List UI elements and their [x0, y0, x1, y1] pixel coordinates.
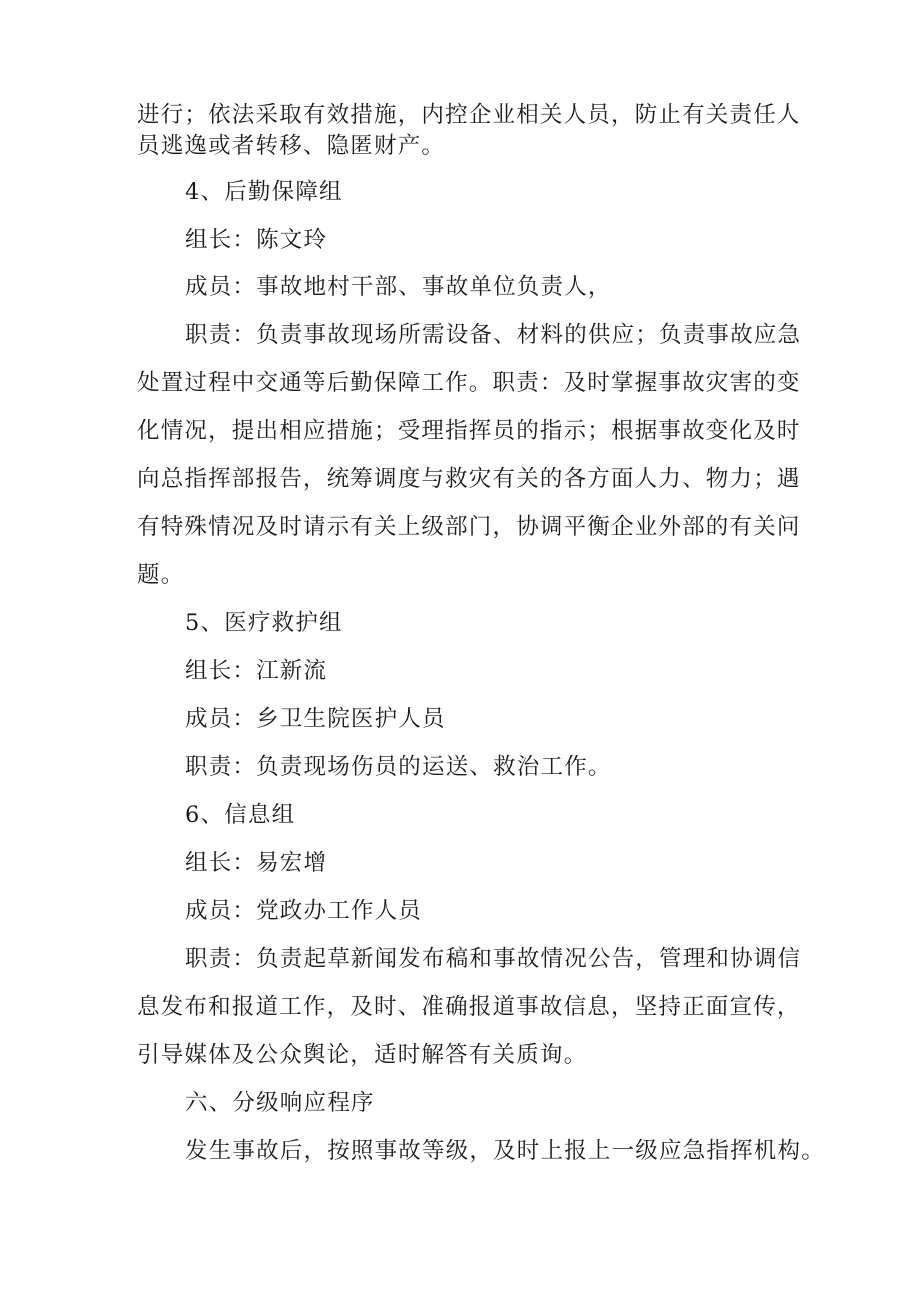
- paragraph-line: 向总指挥部报告，统筹调度与救灾有关的各方面人力、物力；遇: [137, 466, 801, 492]
- group-leader-line: 组长：江新流: [185, 658, 328, 684]
- section-heading-information: 6、信息组: [185, 802, 296, 828]
- paragraph-line: 题。: [137, 562, 185, 588]
- paragraph-line: 进行；依法采取有效措施，内控企业相关人员，防止有关责任人: [137, 102, 801, 128]
- paragraph-line: 息发布和报道工作，及时、准确报道事故信息，坚持正面宣传，: [137, 994, 801, 1020]
- duties-line: 职责：负责起草新闻发布稿和事故情况公告，管理和协调信: [185, 946, 802, 972]
- section-heading-medical: 5、医疗救护组: [185, 610, 343, 636]
- paragraph-line: 员逃逸或者转移、隐匿财产。: [137, 133, 446, 159]
- section-heading-logistics: 4、后勤保障组: [185, 179, 343, 205]
- paragraph-line: 化情况，提出相应措施；受理指挥员的指示；根据事故变化及时: [137, 418, 801, 444]
- paragraph-line: 有特殊情况及时请示有关上级部门，协调平衡企业外部的有关问: [137, 514, 801, 540]
- duties-line: 职责：负责现场伤员的运送、救治工作。: [185, 754, 612, 780]
- group-members-line: 成员：党政办工作人员: [185, 898, 423, 924]
- group-members-line: 成员：乡卫生院医护人员: [185, 706, 446, 732]
- group-leader-line: 组长：陈文玲: [185, 227, 328, 253]
- group-members-line: 成员：事故地村干部、事故单位负责人，: [185, 274, 612, 300]
- paragraph-line: 发生事故后，按照事故等级，及时上报上一级应急指挥机构。: [185, 1138, 825, 1164]
- group-leader-line: 组长：易宏增: [185, 850, 328, 876]
- duties-line: 职责：负责事故现场所需设备、材料的供应；负责事故应急: [185, 322, 802, 348]
- paragraph-line: 处置过程中交通等后勤保障工作。职责：及时掌握事故灾害的变: [137, 370, 801, 396]
- section-heading-response: 六、分级响应程序: [185, 1090, 375, 1116]
- paragraph-line: 引导媒体及公众舆论，适时解答有关质询。: [137, 1042, 588, 1068]
